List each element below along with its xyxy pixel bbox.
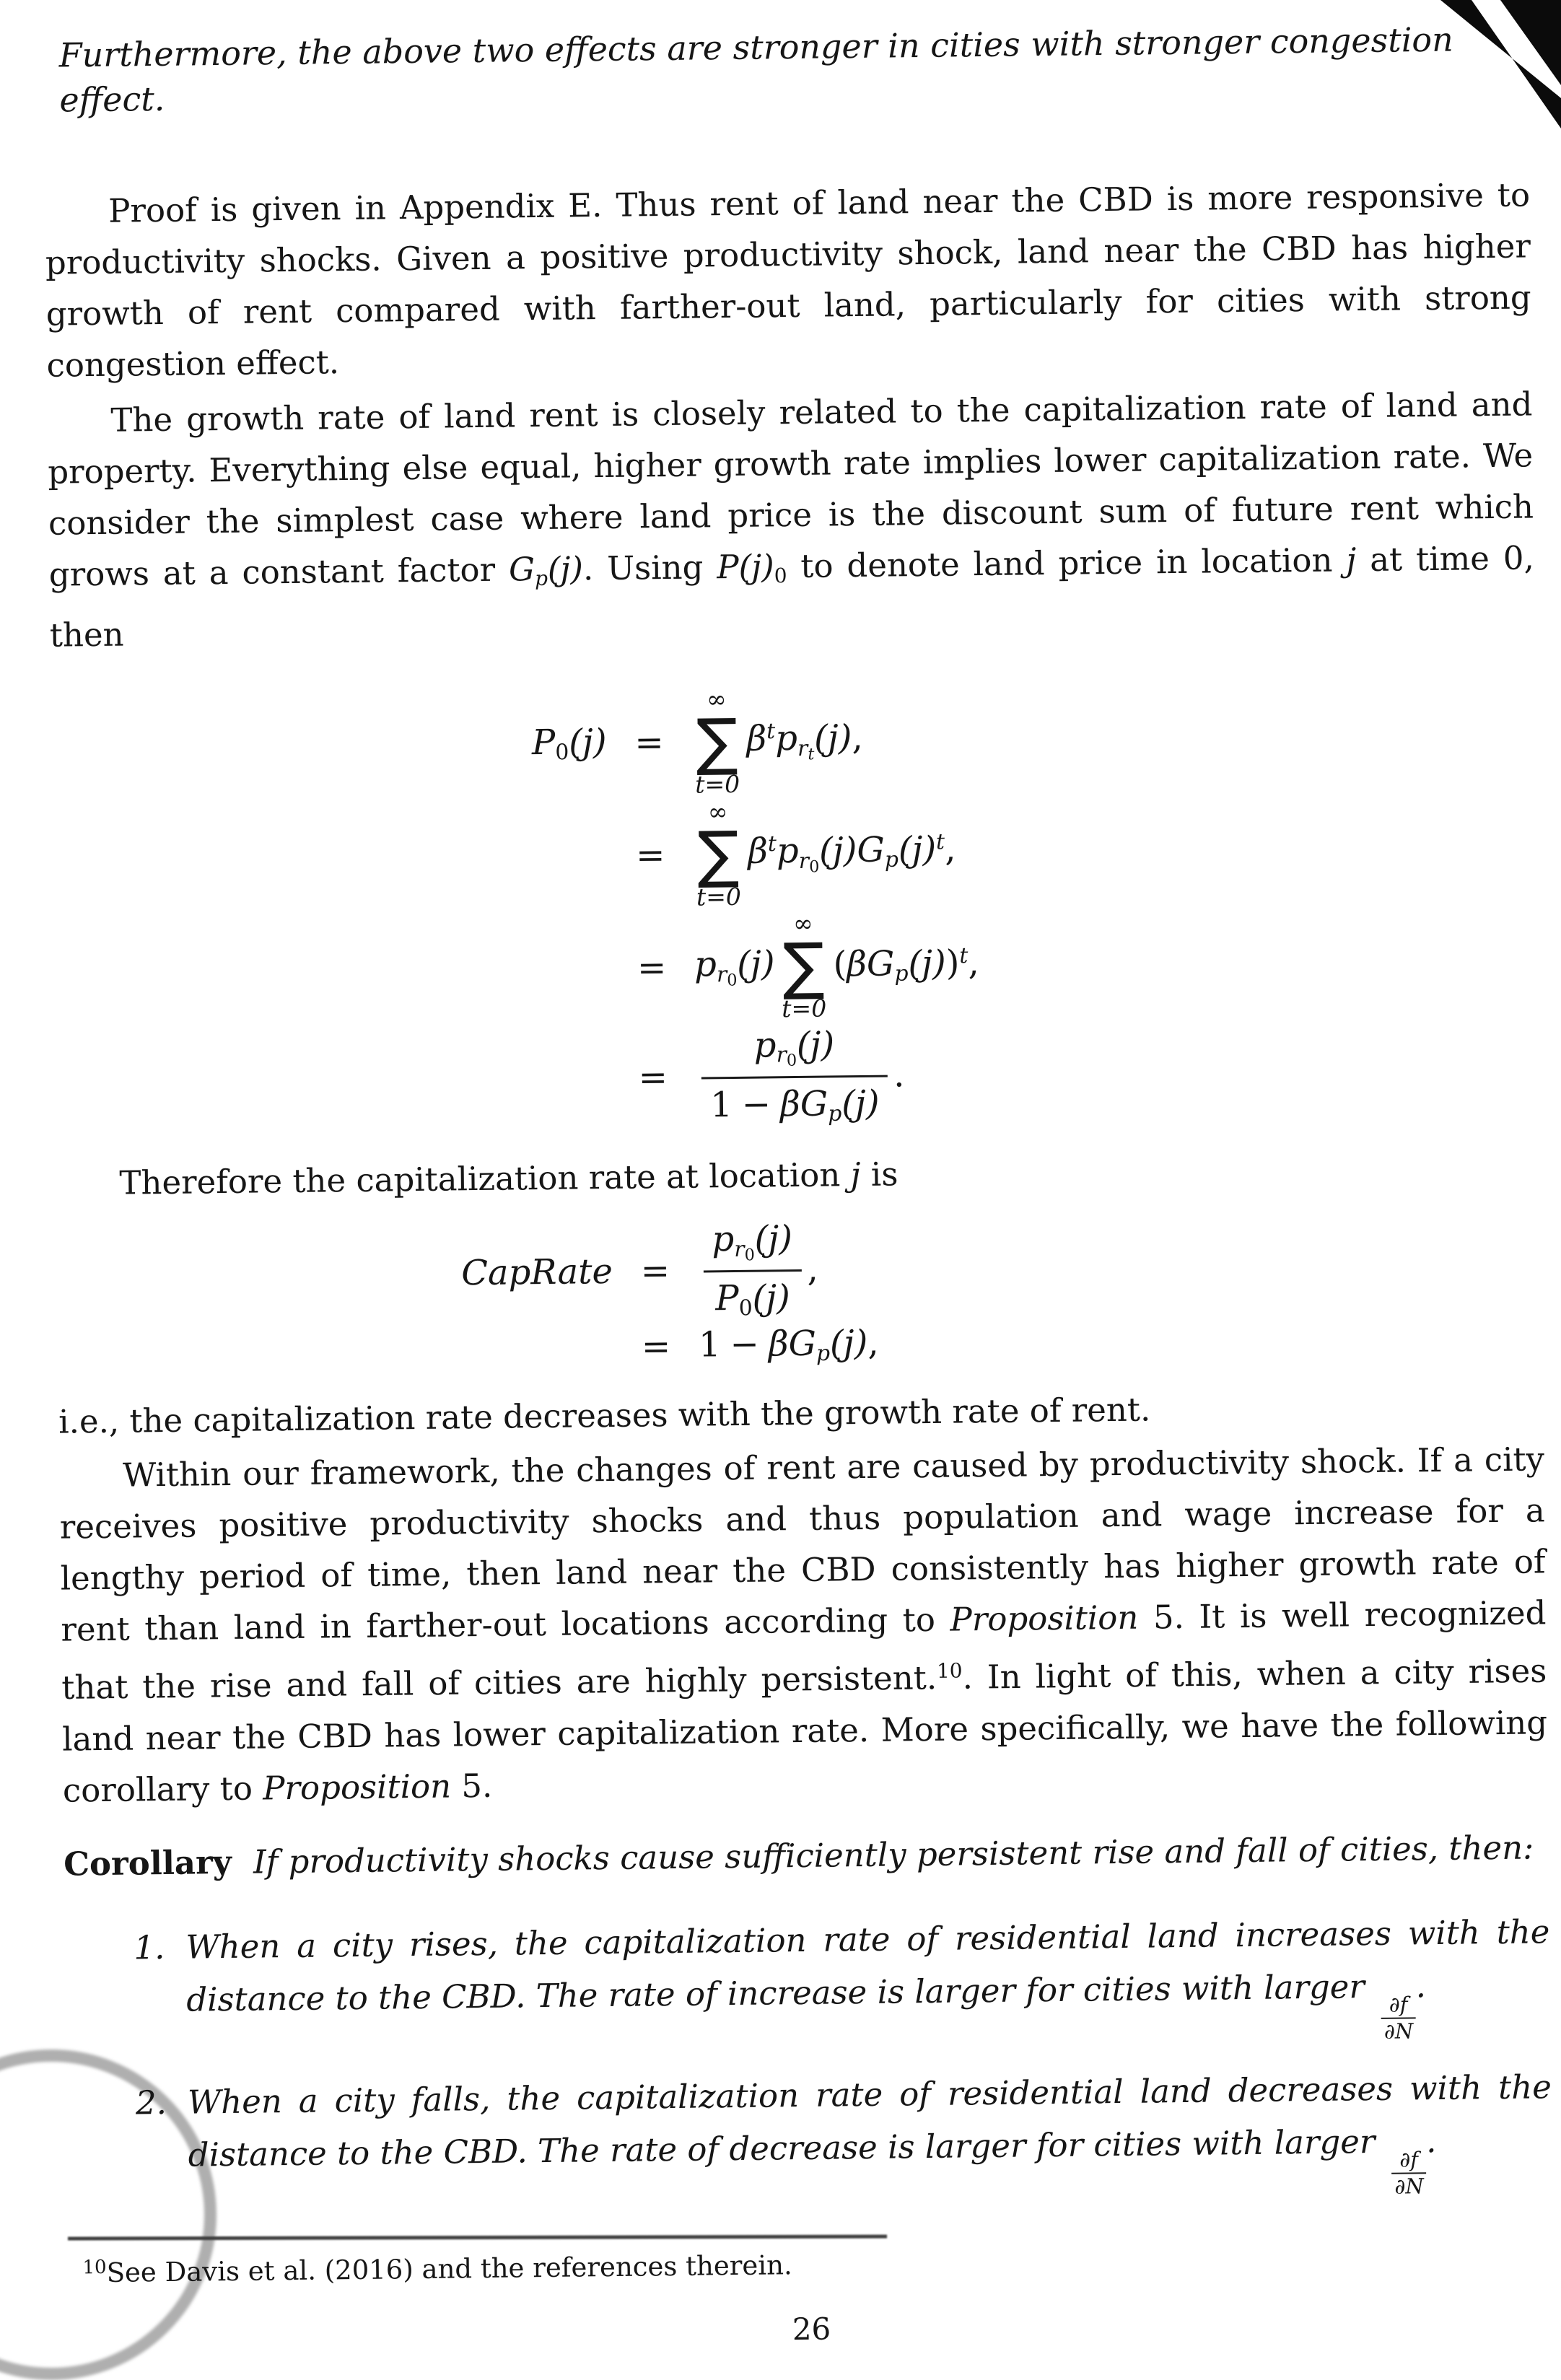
math-sub-zero: 0 — [738, 1295, 753, 1321]
item-number: 2. — [135, 2083, 167, 2122]
paragraph-framework — [59, 1434, 1549, 1816]
math-r: r — [797, 735, 808, 761]
equals-sign: = — [638, 1056, 668, 1098]
footnote-reference-mark: 10 — [936, 1658, 963, 1684]
period: . — [893, 1054, 905, 1095]
math-r: r — [716, 961, 727, 988]
math-f: f — [1410, 2146, 1419, 2172]
beta-symbol: β — [747, 831, 769, 872]
math-sub-rt — [797, 735, 815, 764]
equation-rhs — [691, 685, 864, 798]
equals-sign: = — [634, 722, 665, 764]
fraction-numerator — [1381, 1994, 1416, 2019]
infinity-symbol: ∞ — [707, 797, 728, 826]
math-sub-p: p — [884, 847, 899, 873]
math-p: p — [776, 831, 799, 872]
equation-rhs — [692, 796, 956, 910]
fraction — [703, 1217, 802, 1323]
partial-derivative-fraction — [1391, 2146, 1427, 2199]
math-N: N — [1405, 2173, 1424, 2199]
math-sub-zero: 0 — [774, 564, 787, 588]
math-p: p — [774, 718, 798, 759]
page-number: 26 — [792, 2311, 831, 2347]
math-subsub-zero: 0 — [727, 971, 738, 990]
equation-rhs — [695, 1022, 905, 1129]
item-text-body: When a city falls, the capitalization rate of residential land decreases with the distance to the CBD. The rate of decrease is larger for cities with larger — [187, 2067, 1552, 2174]
partial-symbol: ∂ — [1383, 2018, 1396, 2044]
math-r: r — [734, 1236, 745, 1262]
math-G: G — [788, 1323, 817, 1365]
fraction-denominator — [704, 1272, 802, 1323]
footnote — [82, 2234, 1554, 2291]
equals-sign: = — [640, 1251, 670, 1292]
math-r: r — [798, 848, 810, 874]
sum-limits: t=0 — [782, 994, 827, 1023]
paragraph-text: . In light of this, when a city rises land near the CBD has lower capitalization rate. More specifically, we have the following corollary to — [61, 1651, 1548, 1810]
math-subsub-zero: 0 — [744, 1246, 755, 1265]
sum-symbol: ∑ — [696, 818, 740, 891]
equation-lhs — [53, 968, 609, 975]
equation-line-1 — [51, 677, 1537, 805]
math-sub-r0 — [716, 961, 738, 990]
math-N: N — [1394, 2018, 1414, 2044]
proposition-reference: Proposition — [950, 1598, 1139, 1639]
math-paren-j: (j) — [568, 722, 607, 763]
page-content — [43, 4, 1555, 2355]
math-paren-j: (j) — [738, 547, 774, 586]
math-p: p — [694, 944, 717, 986]
math-paren-j: (j) — [736, 943, 775, 985]
math-subsub-zero: 0 — [809, 857, 820, 877]
math-sup-t: t — [935, 829, 945, 855]
math-one: 1 — [698, 1324, 721, 1365]
math-sup-t: t — [959, 943, 968, 969]
caprate-line-1 — [56, 1209, 1543, 1331]
math-term — [694, 944, 779, 990]
partial-symbol: ∂ — [1399, 2147, 1411, 2172]
item-text-body: When a city rises, the capitalization rate of residential land increases with the distance to the CBD. The rate of increase is larger for cities with larger — [185, 1912, 1550, 2019]
summation-operator — [695, 799, 741, 911]
partial-derivative-fraction — [1381, 1994, 1416, 2042]
equals-sign: = — [635, 835, 665, 876]
equation-lhs — [52, 856, 608, 862]
paragraph-text: 5. It is well recognized that the rise and fall of cities are highly persistent. — [61, 1593, 1547, 1707]
math-paren-j: (j) — [818, 830, 857, 872]
beta-symbol: β — [746, 718, 767, 760]
equation-rhs — [697, 1217, 818, 1323]
infinity-symbol: ∞ — [792, 909, 813, 938]
item-text — [185, 1905, 1551, 2055]
math-sub-r0 — [776, 1042, 797, 1071]
beta-symbol: β — [779, 1083, 801, 1125]
partial-symbol: ∂ — [1394, 2174, 1406, 2199]
footnote-mark: 10 — [82, 2256, 107, 2278]
math-term — [746, 717, 863, 764]
corollary-item-1 — [134, 1905, 1551, 2056]
math-sub-r0 — [798, 848, 820, 877]
math-paren-j: (j) — [898, 829, 937, 870]
paragraph-text: Therefore the capitalization rate at location — [119, 1155, 851, 1203]
paragraph-text: . Using — [582, 548, 717, 588]
equation-lhs — [51, 722, 607, 771]
minus-sign: − — [741, 1084, 771, 1125]
fraction-denominator — [1381, 2018, 1417, 2042]
equation-lhs — [55, 1078, 611, 1085]
math-G: G — [800, 1083, 828, 1124]
paragraph-text: at time 0, then — [49, 538, 1535, 655]
corollary-label: Corollary — [63, 1842, 232, 1884]
paragraph-text: The growth rate of land rent is closely related to the capitalization rate of land and property. Everything else equal, higher growth rate implies lower capitalization rate. We consider the simplest case where land price is the discount sum of future rent which grows at a constant factor — [47, 385, 1534, 594]
math-subsub-t: t — [808, 745, 815, 764]
period: . — [1425, 2121, 1437, 2160]
math-term — [748, 829, 956, 877]
equals-sign: = — [641, 1326, 671, 1368]
math-term — [699, 1323, 879, 1368]
fraction — [701, 1023, 888, 1129]
math-one: 1 — [709, 1085, 733, 1126]
fraction-numerator — [701, 1023, 888, 1080]
left-paren: ( — [833, 944, 847, 985]
partial-symbol: ∂ — [1389, 1992, 1400, 2017]
comma: , — [944, 828, 956, 870]
math-term — [833, 942, 979, 987]
math-script-P: P — [717, 547, 739, 587]
comma: , — [807, 1248, 818, 1290]
paragraph-text: Within our framework, the changes of rent are caused by productivity shock. If a city receives positive productivity shocks and thus population and wage increase for a lengthy period of time, then land near the CBD consistently has higher growth rate of rent than land in farther-out locations according to — [59, 1440, 1546, 1649]
comma: , — [867, 1322, 879, 1363]
math-script-P: P — [714, 1278, 739, 1319]
equation-lhs — [58, 1347, 613, 1354]
math-paren-j: (j) — [908, 942, 947, 984]
summation-operator — [781, 911, 827, 1023]
corollary-item-2 — [135, 2060, 1552, 2211]
math-subsub-zero: 0 — [786, 1051, 797, 1071]
paragraph-text: is — [860, 1155, 898, 1194]
fraction-denominator — [1391, 2174, 1427, 2197]
intro-proposition-text: Furthermore, the above two effects are stronger in cities with stronger congestion effect. — [58, 19, 1453, 120]
minus-sign: − — [730, 1324, 760, 1365]
math-paren-j: (j) — [829, 1322, 868, 1364]
beta-symbol: β — [768, 1324, 789, 1365]
sum-symbol: ∑ — [695, 705, 739, 779]
math-paren-j: (j) — [841, 1082, 880, 1124]
math-script-P: P — [531, 722, 556, 764]
corollary-statement — [64, 1822, 1549, 1889]
comma: , — [968, 942, 980, 984]
equals-sign: = — [637, 948, 667, 989]
math-sub-p: p — [894, 961, 909, 987]
math-r: r — [776, 1042, 787, 1068]
paragraph-therefore — [56, 1142, 1542, 1209]
sum-symbol: ∑ — [782, 929, 826, 1003]
summation-operator — [694, 686, 740, 798]
math-G: G — [508, 550, 535, 589]
math-sub-p: p — [828, 1101, 842, 1126]
math-paren-j: (j) — [813, 717, 852, 759]
price-equation-block — [51, 677, 1541, 1137]
proposition-reference: Proposition — [262, 1767, 452, 1808]
equation-rhs — [694, 909, 979, 1023]
corollary-list — [64, 1905, 1552, 2212]
equation-rhs — [699, 1323, 879, 1368]
math-f: f — [1399, 1992, 1408, 2017]
math-sub-p: p — [816, 1340, 831, 1367]
item-text — [187, 2060, 1552, 2210]
paragraph-proof: Proof is given in Appendix E. Thus rent of land near the CBD is more responsive to productivity shocks. Given a positive productivity shock, land near the CBD has higher growth of rent compared with farther-out land, particularly for cities with strong congestion effect. — [45, 175, 1531, 385]
math-j: j — [1346, 541, 1357, 579]
beta-symbol: β — [846, 944, 867, 985]
sum-limits: t=0 — [695, 769, 740, 799]
equation-line-3 — [53, 902, 1539, 1030]
math-j: j — [850, 1155, 861, 1194]
math-paren-j: (j) — [754, 1218, 793, 1260]
math-paren-j: (j) — [547, 549, 584, 588]
paragraph-ie: i.e., the capitalization rate decreases with the growth rate of rent. — [58, 1390, 1151, 1441]
footnote-rule — [68, 2234, 887, 2240]
caprate-equation-block — [56, 1209, 1543, 1375]
math-paren-j: (j) — [752, 1277, 791, 1319]
math-paren-j: (j) — [796, 1024, 835, 1065]
fraction-numerator — [1391, 2146, 1427, 2174]
corollary-text: If productivity shocks cause sufficiently persistent rise and fall of cities, then: — [253, 1828, 1534, 1881]
infinity-symbol: ∞ — [706, 685, 727, 714]
math-sub-r0 — [734, 1236, 755, 1265]
math-sub-p: p — [534, 566, 548, 591]
fraction-denominator — [701, 1077, 888, 1129]
footnote-text: See Davis et al. (2016) and the references therein. — [106, 2249, 792, 2288]
paragraph-growth-rate — [47, 378, 1535, 660]
math-p: p — [712, 1219, 735, 1260]
math-sup-t: t — [766, 719, 776, 745]
right-paren: ) — [945, 942, 960, 984]
equation-line-4 — [54, 1015, 1541, 1137]
sum-limits: t=0 — [696, 882, 742, 911]
item-number: 1. — [134, 1928, 165, 1967]
math-sub-zero: 0 — [555, 740, 569, 766]
math-sup-t: t — [767, 831, 777, 857]
fraction-numerator — [703, 1217, 801, 1273]
paragraph-text: 5. — [450, 1766, 493, 1806]
comma: , — [852, 717, 864, 758]
paragraph-text: to denote land price in location — [787, 541, 1347, 586]
math-p: p — [753, 1025, 777, 1066]
equation-line-2 — [52, 789, 1539, 917]
period: . — [1415, 1966, 1427, 2005]
caprate-label: CapRate — [460, 1251, 613, 1294]
math-G: G — [866, 943, 895, 985]
math-G: G — [857, 830, 886, 871]
